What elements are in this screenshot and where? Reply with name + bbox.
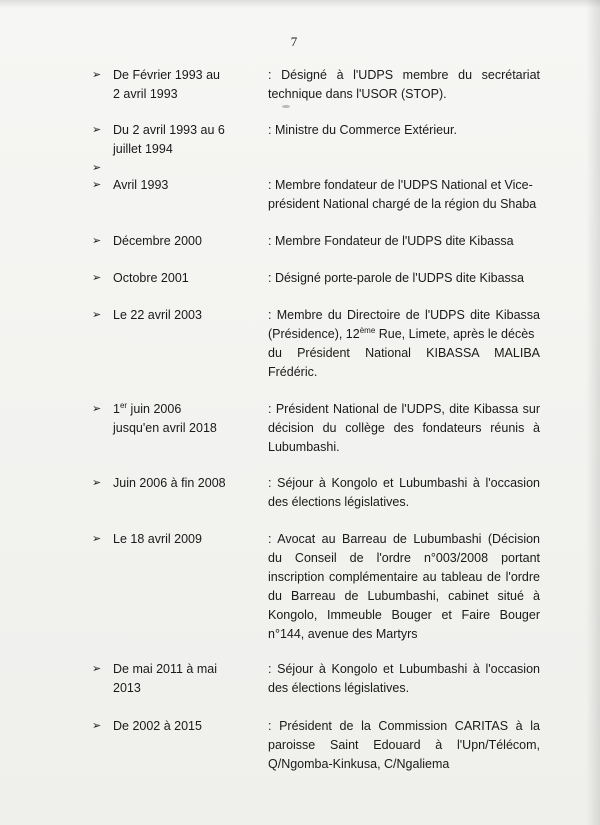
entry-description: : Membre du Directoire de l'UDPS dite Kibassa (Présidence), 12ème Rue, Limete, après le décès du Président National KIBASSA MALIBA Frédéric. <box>268 308 540 379</box>
entry-date: De mai 2011 à mai 2013 <box>113 662 217 695</box>
arrow-bullet-icon: ➢ <box>92 403 102 415</box>
arrow-bullet-icon: ➢ <box>92 720 102 732</box>
entry-description: : Avocat au Barreau de Lubumbashi (Décision du Conseil de l'ordre n°003/2008 portant inscription complémentaire au tableau de l'ordre du Barreau de Lubumbashi, cabinet situé à Kongolo, Immeuble Bouger et Faire Bouger n°144, avenue des Martyrs <box>268 532 540 641</box>
entry-date: De Février 1993 au 2 avril 1993 <box>113 68 221 101</box>
entry-description: : Membre Fondateur de l'UDPS dite Kibassa <box>268 234 514 248</box>
entry-date: Le 22 avril 2003 <box>113 308 202 322</box>
entry-date: Le 18 avril 2009 <box>113 532 202 546</box>
entry-date: De 2002 à 2015 <box>113 719 202 733</box>
arrow-bullet-icon: ➢ <box>92 272 102 284</box>
page-number: 7 <box>290 34 298 49</box>
entry-date: Juin 2006 à fin 2008 <box>113 476 226 490</box>
entry-description: : Désigné porte-parole de l'UDPS dite Kibassa <box>268 271 524 285</box>
entry-date: 1er juin 2006 jusqu'en avril 2018 <box>113 400 217 435</box>
entry-description: : Désigné à l'UDPS membre du secrétariat technique dans l'USOR (STOP). <box>268 68 540 101</box>
arrow-bullet-icon: ➢ <box>92 235 102 247</box>
entry-description: : Ministre du Commerce Extérieur. <box>268 123 457 137</box>
entry-description: : Membre fondateur de l'UDPS National et Vice- président National chargé de la région du Shaba <box>268 178 537 211</box>
entry-description: : Séjour à Kongolo et Lubumbashi à l'occasion des élections législatives. <box>268 476 540 509</box>
arrow-bullet-icon: ➢ <box>92 477 102 489</box>
arrow-bullet-icon: ➢ <box>92 124 102 136</box>
scan-smudge <box>282 105 290 108</box>
entry-description: : Séjour à Kongolo et Lubumbashi à l'occasion des élections législatives. <box>268 662 540 695</box>
entry-date: Décembre 2000 <box>113 234 202 248</box>
arrow-bullet-icon: ➢ <box>92 663 102 675</box>
entry-date: Octobre 2001 <box>113 271 189 285</box>
entry-description: : Président de la Commission CARITAS à la paroisse Saint Edouard à l'Upn/Télécom, Q/Ngomba-Kinkusa, C/Ngaliema <box>268 719 540 771</box>
entry-date: Avril 1993 <box>113 178 169 192</box>
arrow-bullet-icon: ➢ <box>92 69 102 81</box>
arrow-bullet-icon: ➢ <box>92 162 102 174</box>
entry-date: Du 2 avril 1993 au 6 juillet 1994 <box>113 123 225 156</box>
arrow-bullet-icon: ➢ <box>92 533 102 545</box>
scan-shadow-right <box>586 0 600 825</box>
scan-shadow-top <box>0 0 600 8</box>
arrow-bullet-icon: ➢ <box>92 309 102 321</box>
arrow-bullet-icon: ➢ <box>92 179 102 191</box>
entry-description: : Président National de l'UDPS, dite Kibassa sur décision du collège des fondateurs réunis à Lubumbashi. <box>268 402 540 454</box>
